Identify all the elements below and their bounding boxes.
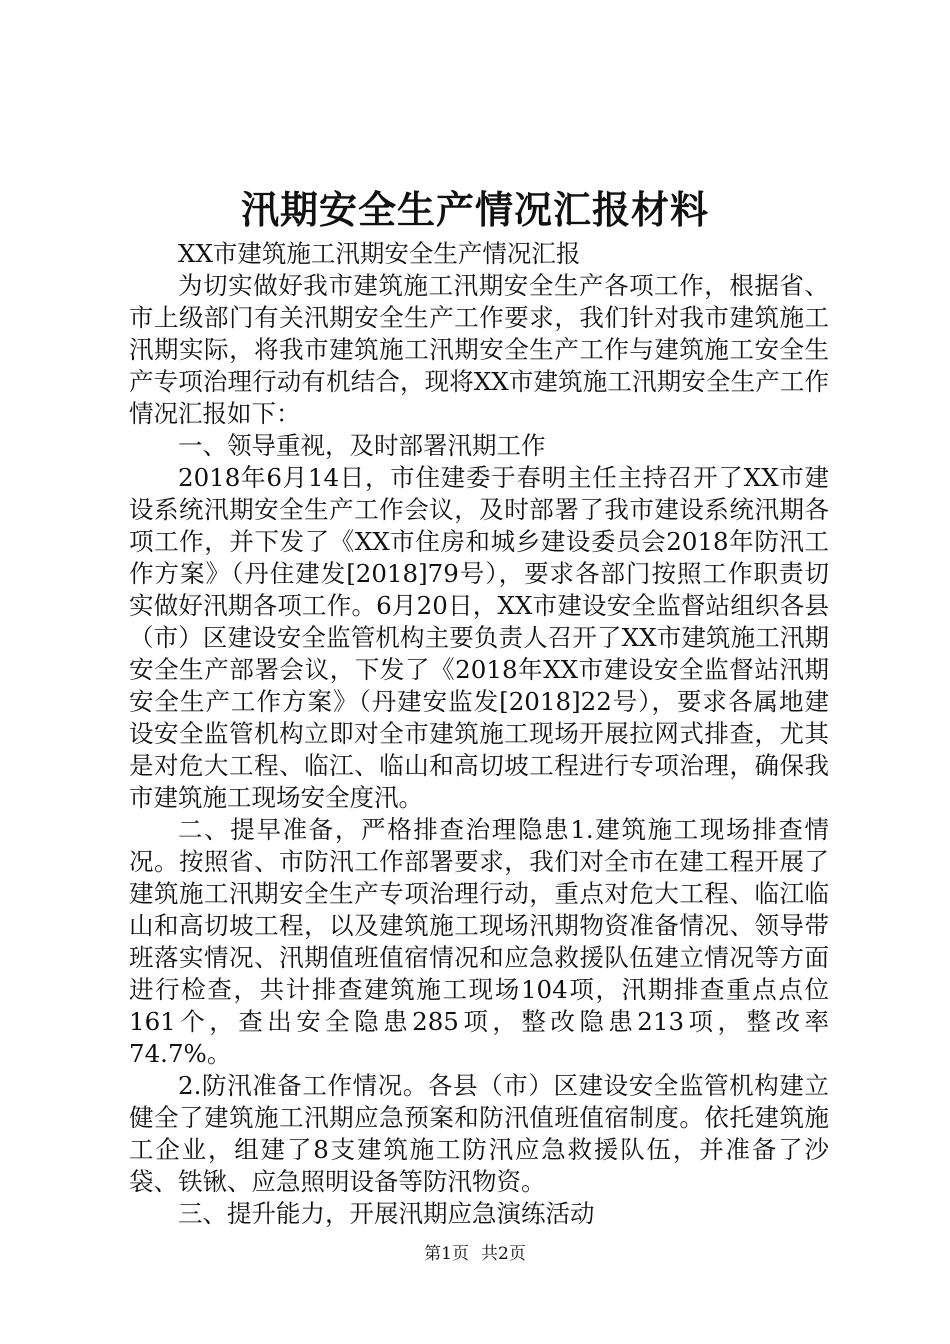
page-number: 第1页	[424, 1244, 469, 1264]
page-total: 共2页	[481, 1244, 526, 1264]
paragraph-section-2-item-2: 2.防汛准备工作情况。各县（市）区建设安全监管机构建立健全了建筑施工汛期应急预案和防汛值班值宿制度。依托建筑施工企业，组建了8支建筑施工防汛应急救援队伍，并准备了沙袋、铁锹、应急照明设备等防汛物资。	[129, 1071, 829, 1196]
paragraph-subtitle: XX市建筑施工汛期安全生产情况汇报	[178, 239, 581, 268]
paragraph-intro: 为切实做好我市建筑施工汛期安全生产各项工作，根据省、市上级部门有关汛期安全生产工作要求，我们针对我市建筑施工汛期实际，将我市建筑施工汛期安全生产工作与建筑施工安全生产专项治理行动有机结合，现将XX市建筑施工汛期安全生产工作情况汇报如下：	[129, 271, 829, 428]
paragraph-section-1: 2018年6月14日，市住建委于春明主任主持召开了XX市建设系统汛期安全生产工作会议，及时部署了我市建设系统汛期各项工作，并下发了《XX市住房和城乡建设委员会2018年防汛工作方案》（丹住建发[2018]79号），要求各部门按照工作职责切实做好汛期各项工作。6月20日，XX市建设安全监督站组织各县（市）区建设安全监管机构主要负责人召开了XX市建筑施工汛期安全生产部署会议，下发了《2018年XX市建设安全监督站汛期安全生产工作方案》（丹建安监发[2018]22号），要求各属地建设安全监管机构立即对全市建筑施工现场开展拉网式排查，尤其是对危大工程、临江、临山和高切坡工程进行专项治理，确保我市建筑施工现场安全度汛。	[129, 463, 829, 812]
document-body	[129, 238, 829, 1230]
page-footer	[0, 1242, 950, 1266]
section-heading-3: 三、提升能力，开展汛期应急演练活动	[178, 1199, 595, 1228]
paragraph-section-2: 二、提早准备，严格排查治理隐患1.建筑施工现场排查情况。按照省、市防汛工作部署要求，我们对全市在建工程开展了建筑施工汛期安全生产专项治理行动，重点对危大工程、临江临山和高切坡工程，以及建筑施工现场汛期物资准备情况、领导带班落实情况、汛期值班值宿情况和应急救援队伍建立情况等方面进行检查，共计排查建筑施工现场104项，汛期排查重点点位161个，查出安全隐患285项，整改隐患213项，整改率74.7%。	[129, 815, 829, 1068]
document-title: 汛期安全生产情况汇报材料	[240, 187, 709, 232]
section-heading-1: 一、领导重视，及时部署汛期工作	[178, 431, 546, 460]
